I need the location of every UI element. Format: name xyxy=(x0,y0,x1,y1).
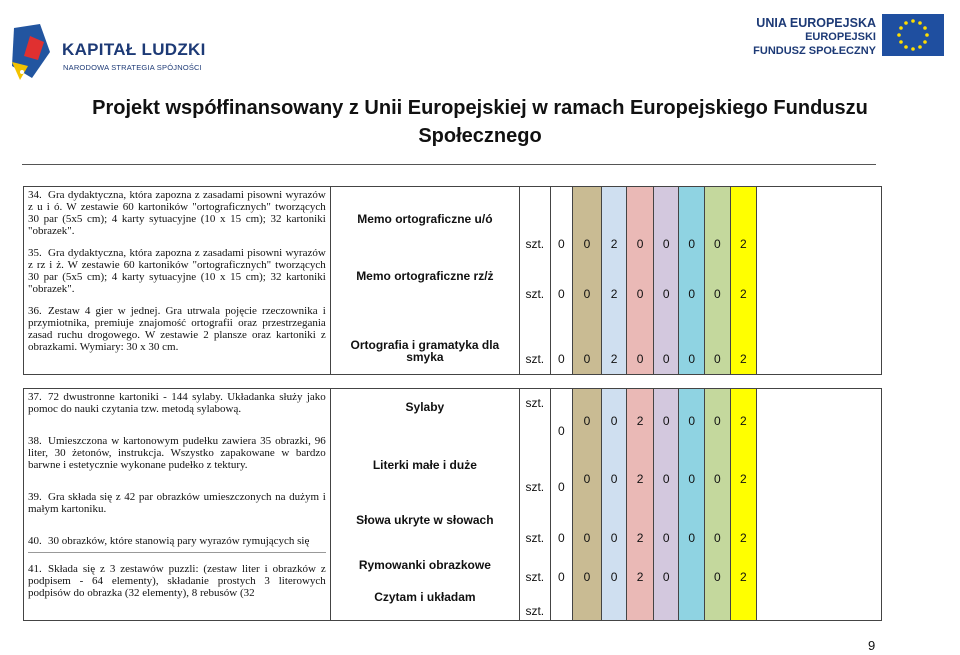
qty-value: 0 xyxy=(688,414,696,428)
list-item xyxy=(28,305,326,353)
header-divider xyxy=(22,164,876,165)
item-description: Składa się z 3 zestawów puzzli: (zestaw liter i obrazków z podpisem - 64 elementy), składanie prostych 3 literowych podpisów do obrazka (32 elementy), 8 rebusów (32 xyxy=(28,563,326,599)
item-name: Sylaby xyxy=(405,400,445,414)
eu-logo-line3: FUNDUSZ SPOŁECZNY xyxy=(753,45,876,57)
qty-value: 2 xyxy=(610,237,618,251)
qty-value: 0 xyxy=(688,287,696,301)
item-name: Ortografia i gramatyka dla smyka xyxy=(350,338,500,364)
eu-logo-line1: UNIA EUROPEJSKA xyxy=(756,16,876,30)
qty-value: 0 xyxy=(583,237,591,251)
qty-value: 0 xyxy=(713,414,721,428)
kapital-ludzki-title: KAPITAŁ LUDZKI xyxy=(62,40,206,59)
qty-value: 0 xyxy=(558,237,565,251)
item-name: Rymowanki obrazkowe xyxy=(358,558,491,572)
item-description: 30 obrazków, które stanowią pary wyrazów rymujących się xyxy=(48,535,310,547)
qty-value: 0 xyxy=(583,570,591,584)
qty-value: 2 xyxy=(740,352,747,366)
qty-value: 0 xyxy=(688,352,696,366)
item-unit: szt. xyxy=(525,287,545,301)
eu-logo xyxy=(740,8,950,70)
item-name: Literki małe i duże xyxy=(372,458,477,472)
qty-value: 0 xyxy=(583,287,591,301)
qty-col-5 xyxy=(653,389,679,621)
item-unit: szt. xyxy=(525,396,545,410)
qty-value: 0 xyxy=(583,531,591,545)
qty-value: 2 xyxy=(610,287,618,301)
row-divider xyxy=(28,552,326,553)
qty-value: 0 xyxy=(713,472,721,486)
item-description: Gra dydaktyczna, która zapozna z zasadami pisowni wyrazów z rz i ż. W zestawie 60 kartoników "ortograficznych" tworzących 30 par (5x5 cm); 4 karty sytuacyjne (10 x 15 cm); 32 kartoniki "obrazek". xyxy=(28,247,326,295)
qty-value: 0 xyxy=(610,414,618,428)
qty-value: 0 xyxy=(688,531,696,545)
qty-value: 0 xyxy=(558,424,565,438)
qty-col-4 xyxy=(627,389,654,621)
qty-value: 0 xyxy=(583,352,591,366)
qty-col-3 xyxy=(601,187,627,375)
qty-value: 2 xyxy=(740,472,747,486)
descriptions-cell xyxy=(24,389,331,621)
item-unit: szt. xyxy=(525,604,545,618)
qty-col-2 xyxy=(573,187,602,375)
names-cell xyxy=(330,389,519,621)
qty-col-6 xyxy=(679,389,705,621)
item-number: 39. xyxy=(28,491,42,503)
item-unit: szt. xyxy=(525,480,545,494)
qty-value: 2 xyxy=(636,531,644,545)
item-number: 35. xyxy=(28,247,42,259)
items-table-2 xyxy=(23,388,882,621)
qty-col-1 xyxy=(550,389,572,621)
page-number: 9 xyxy=(868,638,876,653)
item-number: 34. xyxy=(28,189,42,201)
qty-value: 0 xyxy=(713,287,721,301)
item-number: 40. xyxy=(28,535,42,547)
qty-value: 0 xyxy=(662,570,670,584)
qty-value: 2 xyxy=(740,570,747,584)
qty-value: 0 xyxy=(713,352,721,366)
eu-flag-icon xyxy=(882,14,944,56)
items-table-1 xyxy=(23,186,882,375)
item-description: Gra składa się z 42 par obrazków umieszczonych na dużym i małym kartoniku. xyxy=(28,491,326,515)
list-item xyxy=(28,247,326,295)
names-cell xyxy=(330,187,519,375)
qty-value: 2 xyxy=(610,352,618,366)
item-description: 72 dwustronne kartoniki - 144 sylaby. Układanka służy jako pomoc do nauki czytania tzw. metodą sylabową. xyxy=(28,391,326,415)
qty-value: 0 xyxy=(713,237,721,251)
qty-value: 0 xyxy=(662,472,670,486)
qty-value: 2 xyxy=(740,414,747,428)
item-name: Memo ortograficzne rz/ż xyxy=(356,269,494,283)
item-description: Umieszczona w kartonowym pudełku zawiera 35 obrazki, 96 liter, 30 żetonów, instrukcja. Wszystko zapakowane w bardzo barwne i estetycznie wykonane pudełko z tektury. xyxy=(28,435,326,471)
item-number: 41. xyxy=(28,563,42,575)
qty-value: 2 xyxy=(740,237,747,251)
item-description: Gra dydaktyczna, która zapozna z zasadami pisowni wyrazów z u i ó. W zestawie 60 kartoników "ortograficznych" tworzących 30 par (5x5 cm); 4 karty sytuacyjne (10 x 15 cm); 32 kartoniki "obrazek". xyxy=(28,189,326,237)
qty-col-8 xyxy=(730,389,757,621)
item-unit: szt. xyxy=(525,570,545,584)
list-item xyxy=(28,391,326,415)
qty-value: 0 xyxy=(662,352,670,366)
qty-value: 0 xyxy=(558,480,565,494)
qty-value: 2 xyxy=(740,531,747,545)
qty-value: 0 xyxy=(610,472,618,486)
qty-col-7 xyxy=(705,389,731,621)
item-unit: szt. xyxy=(525,531,545,545)
item-description: Zestaw 4 gier w jednej. Gra utrwala pojęcie rzeczownika i przymiotnika, premiuje znajomość ortografii oraz przestrzegania zasad ruchu drogowego. W zestawie 2 plansze oraz kartoniki z obrazkami. Wymiary: 30 x 30 cm. xyxy=(28,305,326,353)
item-number: 36. xyxy=(28,305,42,317)
qty-value: 2 xyxy=(636,570,644,584)
qty-value: 0 xyxy=(662,287,670,301)
qty-value: 0 xyxy=(636,352,644,366)
qty-value: 0 xyxy=(583,414,591,428)
qty-value: 0 xyxy=(610,570,618,584)
item-number: 38. xyxy=(28,435,42,447)
qty-value: 0 xyxy=(636,237,644,251)
qty-value: 0 xyxy=(688,472,696,486)
item-name: Czytam i układam xyxy=(374,590,476,604)
qty-col-5 xyxy=(653,187,679,375)
qty-value: 0 xyxy=(558,570,565,584)
qty-value: 0 xyxy=(688,237,696,251)
qty-value: 2 xyxy=(740,287,747,301)
list-item xyxy=(28,535,326,553)
item-name: Memo ortograficzne u/ó xyxy=(357,212,493,226)
qty-value: 0 xyxy=(713,570,721,584)
item-unit: szt. xyxy=(525,237,545,251)
kapital-ludzki-subtitle: NARODOWA STRATEGIA SPÓJNOŚCI xyxy=(63,63,202,72)
qty-col-7 xyxy=(705,187,731,375)
empty-cell xyxy=(757,187,882,375)
item-name: Słowa ukryte w słowach xyxy=(356,513,494,527)
qty-value: 0 xyxy=(610,531,618,545)
qty-col-4 xyxy=(627,187,654,375)
list-item xyxy=(28,563,326,599)
qty-value: 0 xyxy=(713,531,721,545)
qty-value: 0 xyxy=(583,472,591,486)
qty-value: 0 xyxy=(558,531,565,545)
units-cell xyxy=(519,389,550,621)
kapital-ludzki-emblem-icon xyxy=(10,22,54,82)
qty-value: 0 xyxy=(636,287,644,301)
qty-value: 0 xyxy=(662,237,670,251)
qty-col-6 xyxy=(679,187,705,375)
qty-col-2 xyxy=(573,389,602,621)
eu-logo-text xyxy=(753,16,876,58)
qty-value: 2 xyxy=(636,472,644,486)
qty-value: 2 xyxy=(636,414,644,428)
qty-col-8 xyxy=(730,187,757,375)
page-headline: Projekt współfinansowany z Unii Europejskiej w ramach Europejskiego Funduszu Społecznego xyxy=(92,97,868,147)
eu-logo-line2: EUROPEJSKI xyxy=(805,31,876,43)
list-item xyxy=(28,491,326,515)
qty-value: 0 xyxy=(662,531,670,545)
units-cell xyxy=(519,187,550,375)
list-item xyxy=(28,435,326,471)
descriptions-cell xyxy=(24,187,331,375)
item-unit: szt. xyxy=(525,352,545,366)
qty-col-3 xyxy=(601,389,627,621)
qty-col-1 xyxy=(550,187,572,375)
item-number: 37. xyxy=(28,391,42,403)
qty-value: 0 xyxy=(558,287,565,301)
list-item xyxy=(28,189,326,237)
empty-cell xyxy=(757,389,882,621)
kapital-ludzki-logo xyxy=(6,18,206,88)
qty-value: 0 xyxy=(662,414,670,428)
qty-value: 0 xyxy=(558,352,565,366)
